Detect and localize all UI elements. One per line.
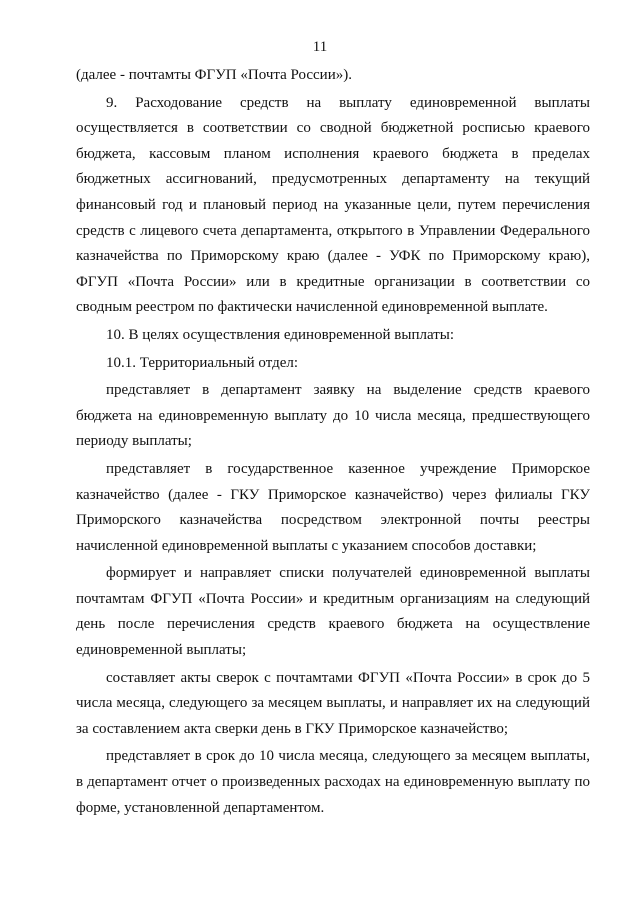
paragraph-9: 9. Расходование средств на выплату единовременной выплаты осуществляется в соответствии со сводной бюджетной росписью краевого бюджета, кассовым планом исполнения краевого бюджета в пределах бюджетных ассигнований, предусмотренных департаменту на текущий финансовый год и плановый период на указанные цели, путем перечисления средств с лицевого счета департамента, открытого в Управлении Федерального казначейства по Приморскому краю (далее - УФК по Приморскому краю), ФГУП «Почта России» или в кредитные организации в соответствии со сводным реестром по фактически начисленной единовременной выплате. [76,94,590,316]
page-number: 11 [312,39,328,55]
paragraph-request: представляет в департамент заявку на выделение средств краевого бюджета на единовременную выплату до 10 числа месяца, предшествующего периоду выплаты; [76,382,590,450]
paragraph-continuation: (далее - почтамты ФГУП «Почта России»). [76,67,352,83]
paragraph-lists: формирует и направляет списки получателей единовременной выплаты почтамтам ФГУП «Почта России» и кредитным организациям на следующий день после перечисления средств краевого бюджета на осуществление единовременной выплаты; [76,565,590,659]
paragraph-report: представляет в срок до 10 числа месяца, следующего за месяцем выплаты, в департамент отчет о произведенных расходах на единовременную выплату по форме, установленной департаментом. [76,748,590,816]
document-body [76,63,590,823]
paragraph-10: 10. В целях осуществления единовременной выплаты: [106,326,455,343]
paragraph-10-1: 10.1. Территориальный отдел: [106,354,299,371]
paragraph-reconciliation: составляет акты сверок с почтамтами ФГУП «Почта России» в срок до 5 числа месяца, следующего за месяцем выплаты, и направляет их на следующий за составлением акта сверки день в ГКУ Приморское казначейство; [76,669,590,737]
paragraph-registers: представляет в государственное казенное учреждение Приморское казначейство (далее - ГКУ Приморское казначейство) через филиалы ГКУ Приморского казначейства посредством электронной почты реестры начисленной единовременной выплаты с указанием способов доставки; [76,460,590,554]
